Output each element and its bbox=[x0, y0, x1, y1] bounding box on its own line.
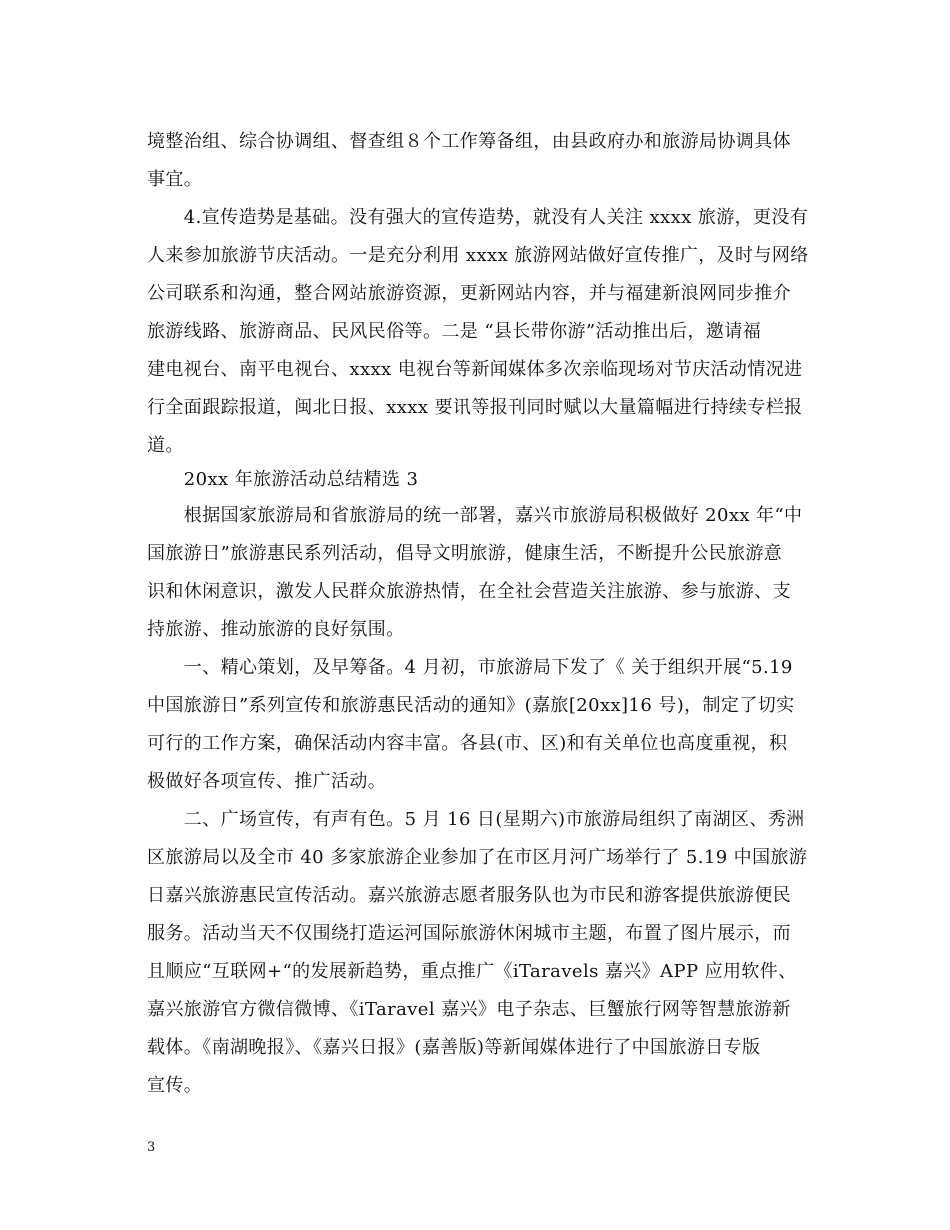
text-line: 载体。《南湖晚报》、《嘉兴日报》(嘉善版)等新闻媒体进行了中国旅游日专版 bbox=[147, 1037, 761, 1058]
text-line: 建电视台、南平电视台、xxxx 电视台等新闻媒体多次亲临现场对节庆活动情况进 bbox=[147, 359, 803, 380]
text-line: 日嘉兴旅游惠民宣传活动。嘉兴旅游志愿者服务队也为市民和游客提供旅游便民 bbox=[147, 885, 791, 906]
text-line: 区旅游局以及全市 40 多家旅游企业参加了在市区月河广场举行了 5.19 中国旅游 bbox=[147, 847, 808, 868]
text-line: 人来参加旅游节庆活动。一是充分利用 xxxx 旅游网站做好宣传推广，及时与网络 bbox=[147, 245, 809, 266]
text-line: 根据国家旅游局和省旅游局的统一部署，嘉兴市旅游局积极做好 20xx 年“中 bbox=[147, 505, 803, 526]
text-line: 服务。活动当天不仅围绕打造运河国际旅游休闲城市主题，布置了图片展示，而 bbox=[147, 923, 791, 944]
text-line: 二、广场宣传，有声有色。5 月 16 日(星期六)市旅游局组织了南湖区、秀洲 bbox=[147, 809, 805, 830]
text-line: 且顺应“互联网+“的发展新趋势，重点推广《iTaravels 嘉兴》APP 应用软件、 bbox=[147, 961, 797, 982]
text-line: 中国旅游日”系列宣传和旅游惠民活动的通知》(嘉旅[20xx]16 号)，制定了切实 bbox=[147, 695, 795, 716]
text-line: 事宜。 bbox=[147, 169, 203, 190]
text-line: 宣传。 bbox=[147, 1075, 203, 1096]
section-heading: 20xx 年旅游活动总结精选 3 bbox=[147, 469, 419, 490]
text-line: 旅游线路、旅游商品、民风民俗等。二是 “县长带你游”活动推出后，邀请福 bbox=[147, 321, 762, 342]
text-line: 行全面跟踪报道，闽北日报、xxxx 要讯等报刊同时赋以大量篇幅进行持续专栏报 bbox=[147, 397, 803, 418]
text-line: 极做好各项宣传、推广活动。 bbox=[147, 771, 387, 792]
page-number: 3 bbox=[147, 1140, 156, 1155]
text-line: 境整治组、综合协调组、督查组８个工作筹备组，由县政府办和旅游局协调具体 bbox=[147, 131, 791, 152]
text-line: 识和休闲意识，激发人民群众旅游热情，在全社会营造关注旅游、参与旅游、支 bbox=[147, 581, 791, 602]
text-line: 一、精心策划，及早筹备。4 月初，市旅游局下发了《 关于组织开展“5.19 bbox=[147, 657, 793, 678]
text-line: 嘉兴旅游官方微信微博、《iTaravel 嘉兴》电子杂志、巨蟹旅行网等智慧旅游新 bbox=[147, 999, 791, 1020]
text-line: 道。 bbox=[147, 435, 184, 456]
text-line: 可行的工作方案，确保活动内容丰富。各县(市、区)和有关单位也高度重视，积 bbox=[147, 733, 788, 754]
text-line: 持旅游、推动旅游的良好氛围。 bbox=[147, 619, 405, 640]
text-line: 公司联系和沟通，整合网站旅游资源，更新网站内容，并与福建新浪网同步推介 bbox=[147, 283, 791, 304]
text-line: 国旅游日”旅游惠民系列活动，倡导文明旅游，健康生活，不断提升公民旅游意 bbox=[147, 543, 783, 564]
text-line: 4.宣传造势是基础。没有强大的宣传造势，就没有人关注 xxxx 旅游，更没有 bbox=[147, 207, 809, 228]
